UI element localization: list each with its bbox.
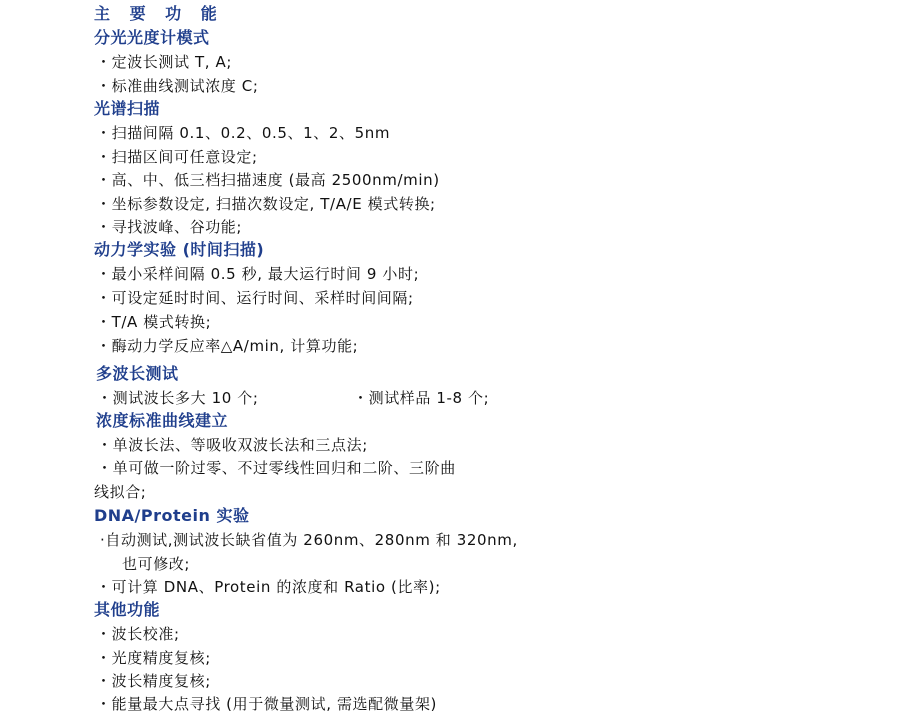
list-item: ・坐标参数设定, 扫描次数设定, T/A/E 模式转换;	[96, 195, 436, 213]
list-item: ・波长精度复核;	[96, 672, 211, 690]
section-heading-multi-wavelength: 多波长测试	[96, 364, 179, 383]
list-item: ・波长校准;	[96, 625, 180, 643]
list-item: ・测试样品 1-8 个;	[353, 389, 490, 407]
section-heading-concentration-curve: 浓度标准曲线建立	[96, 411, 229, 430]
section-heading-other: 其他功能	[94, 600, 161, 619]
list-item: ・扫描间隔 0.1、0.2、0.5、1、2、5nm	[96, 124, 391, 142]
section-heading-dna-protein: DNA/Protein 实验	[94, 506, 250, 525]
list-item: ・定波长测试 T, A;	[96, 53, 232, 71]
page-title: 主 要 功 能	[94, 4, 224, 23]
list-item: ・最小采样间隔 0.5 秒, 最大运行时间 9 小时;	[96, 265, 420, 283]
list-item: ・能量最大点寻找 (用于微量测试, 需选配微量架)	[96, 695, 438, 713]
list-item: ・扫描区间可任意设定;	[96, 148, 258, 166]
list-item: ・寻找波峰、谷功能;	[96, 218, 243, 236]
list-item: ・测试波长多大 10 个;	[97, 389, 259, 407]
list-item: 也可修改;	[122, 555, 191, 573]
list-item: ・可设定延时时间、运行时间、采样时间间隔;	[96, 289, 414, 307]
list-item: ・可计算 DNA、Protein 的浓度和 Ratio (比率);	[96, 578, 441, 596]
list-item: ·自动测试,测试波长缺省值为 260nm、280nm 和 320nm,	[100, 531, 518, 549]
list-item: ・单可做一阶过零、不过零线性回归和二阶、三阶曲	[97, 459, 456, 477]
list-item: ・酶动力学反应率△A/min, 计算功能;	[96, 337, 359, 355]
section-heading-spectrophotometer: 分光光度计模式	[94, 28, 210, 47]
list-item: ・光度精度复核;	[96, 649, 211, 667]
section-heading-spectral-scan: 光谱扫描	[94, 99, 161, 118]
list-item: 线拟合;	[94, 483, 147, 501]
list-item: ・标准曲线测试浓度 C;	[96, 77, 259, 95]
section-heading-kinetics: 动力学实验 (时间扫描)	[94, 240, 265, 259]
list-item: ・T/A 模式转换;	[96, 313, 212, 331]
list-item: ・高、中、低三档扫描速度 (最高 2500nm/min)	[96, 171, 440, 189]
list-item: ・单波长法、等吸收双波长法和三点法;	[97, 436, 368, 454]
